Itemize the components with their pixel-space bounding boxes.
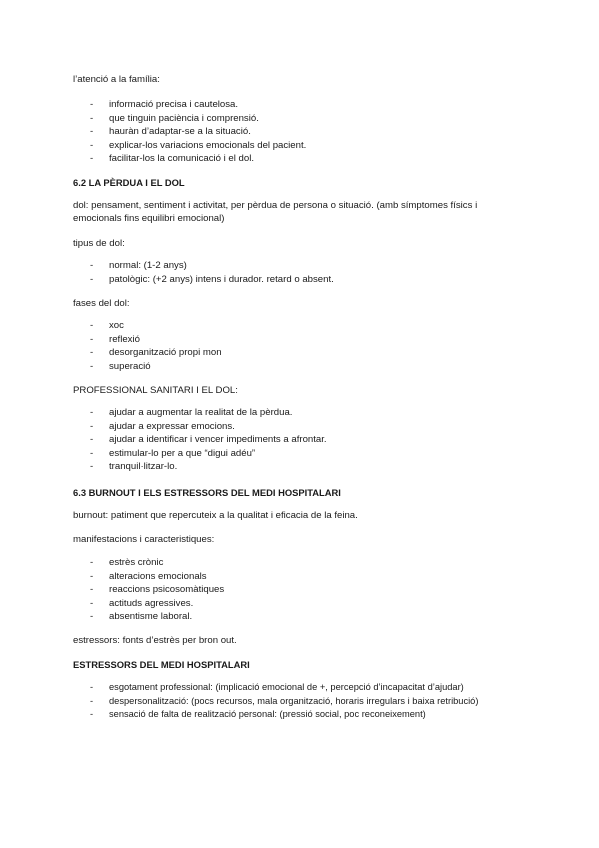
manifestacions-list bbox=[90, 556, 539, 624]
manifestacions-label: manifestacions i caracteristiques: bbox=[73, 534, 215, 545]
dol-definition: dol: pensament, sentiment i activitat, per pèrdua de persona o situació. (amb símptomes físics i emocionals fins equilibri emocional) bbox=[73, 200, 478, 224]
list-item: - reflexió bbox=[90, 333, 140, 345]
list-item: - normal: (1-2 anys) bbox=[90, 260, 187, 271]
tipus-label: tipus de dol: bbox=[73, 238, 125, 249]
tipus-list bbox=[90, 259, 539, 286]
list-item: - esgotament professional: (implicació emocional de +, percepció d’incapacitat d’ajudar) bbox=[90, 682, 464, 692]
list-item: - absentisme laboral. bbox=[90, 611, 193, 623]
list-item: - que tinguin paciència i comprensió. bbox=[90, 112, 259, 124]
list-item: - facilitar-los la comunicació i el dol. bbox=[90, 153, 255, 165]
section-heading-6-3: 6.3 BURNOUT I ELS ESTRESSORS DEL MEDI HOSPITALARI bbox=[73, 487, 341, 498]
fases-label: fases del dol: bbox=[73, 298, 130, 309]
intro-text: l’atenció a la família: bbox=[73, 74, 160, 85]
list-item: - patològic: (+2 anys) intens i durador. retard o absent. bbox=[90, 273, 334, 285]
burnout-definition: burnout: patiment que repercuteix a la qualitat i eficacia de la feina. bbox=[73, 510, 358, 521]
list-item: - ajudar a expressar emocions. bbox=[90, 420, 235, 432]
list-item: - explicar-los variacions emocionals del pacient. bbox=[90, 139, 307, 151]
list-item: - desorganització propi mon bbox=[90, 347, 222, 359]
estressors-list bbox=[90, 681, 539, 722]
list-item: - alteracions emocionals bbox=[90, 570, 207, 582]
list-item: - tranquil·litzar-lo. bbox=[90, 461, 178, 473]
professional-list bbox=[90, 406, 539, 474]
fases-list bbox=[90, 319, 539, 373]
list-item: - xoc bbox=[90, 320, 124, 331]
list-item: - estrès crònic bbox=[90, 557, 164, 568]
section-heading-6-2: 6.2 LA PÈRDUA I EL DOL bbox=[73, 177, 185, 188]
list-item: - informació precisa i cautelosa. bbox=[90, 99, 239, 110]
list-item: - sensació de falta de realització personal: (pressió social, poc reconeixement) bbox=[90, 709, 426, 720]
estressors-definition: estressors: fonts d’estrès per bron out. bbox=[73, 635, 237, 646]
list-item: - superació bbox=[90, 360, 151, 372]
list-item: - actituds agressives. bbox=[90, 597, 194, 609]
list-item: - hauràn d’adaptar-se a la situació. bbox=[90, 126, 251, 138]
list-item: - estimular-lo per a que “digui adéu” bbox=[90, 447, 256, 459]
professional-label: PROFESSIONAL SANITARI I EL DOL: bbox=[73, 385, 238, 396]
list-item: - reaccions psicosomàtiques bbox=[90, 584, 225, 596]
family-list bbox=[90, 98, 539, 166]
estressors-heading: ESTRESSORS DEL MEDI HOSPITALARI bbox=[73, 659, 250, 670]
list-item: - despersonalització: (pocs recursos, mala organització, horaris irregulars i baixa retribució) bbox=[90, 695, 479, 706]
list-item: - ajudar a augmentar la realitat de la pèrdua. bbox=[90, 407, 293, 418]
list-item: - ajudar a identificar i vencer impediments a afrontar. bbox=[90, 434, 327, 446]
